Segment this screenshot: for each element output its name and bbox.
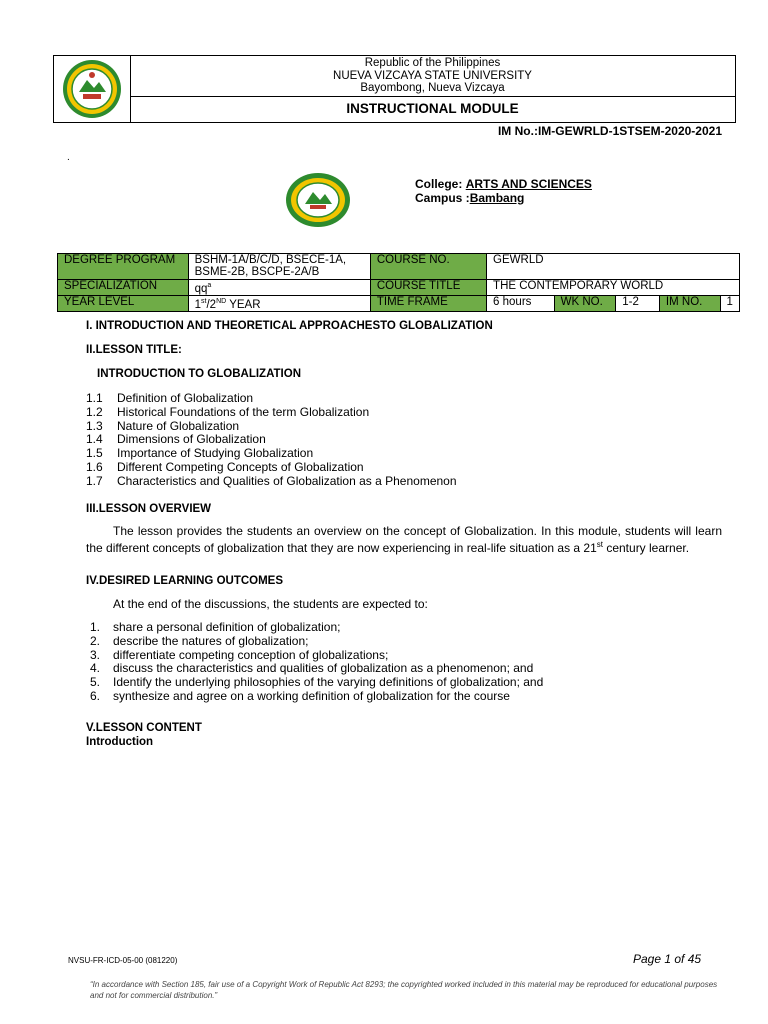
university-seal-cell bbox=[54, 56, 131, 122]
topic-text: Characteristics and Qualities of Globalization as a Phenomenon bbox=[117, 473, 457, 488]
specialization-label: SPECIALIZATION bbox=[58, 280, 189, 296]
college-seal-icon bbox=[285, 172, 351, 228]
outcome-item bbox=[90, 675, 543, 689]
topic-number: 1.2 bbox=[86, 404, 103, 419]
im-no-value: 1 bbox=[720, 295, 739, 311]
lesson-title: INTRODUCTION TO GLOBALIZATION bbox=[97, 368, 302, 380]
year-level-label: YEAR LEVEL bbox=[58, 295, 189, 311]
page-number: Page 1 of 45 bbox=[633, 952, 702, 966]
topic-item bbox=[86, 474, 457, 488]
outcome-text: describe the natures of globalization; bbox=[113, 633, 309, 648]
outcome-text: differentiate competing conception of globalizations; bbox=[113, 647, 389, 662]
time-frame-label: TIME FRAME bbox=[370, 295, 486, 311]
topic-item bbox=[86, 391, 253, 405]
university-name: NUEVA VIZCAYA STATE UNIVERSITY bbox=[333, 69, 532, 82]
republic-line: Republic of the Philippines bbox=[364, 57, 501, 69]
university-address: Bayombong, Nueva Vizcaya bbox=[360, 82, 505, 94]
course-info-table bbox=[57, 253, 740, 312]
outcome-number: 4. bbox=[90, 661, 101, 676]
topic-number: 1.6 bbox=[86, 460, 103, 474]
year-sup-b: ND bbox=[216, 297, 227, 305]
wk-no-label: WK NO. bbox=[554, 295, 616, 311]
campus-line bbox=[415, 192, 592, 206]
college-campus-block bbox=[415, 178, 592, 205]
degree-program-value: BSHM-1A/B/C/D, BSECE-1A, BSME-2B, BSCPE-2A/B bbox=[188, 254, 370, 280]
section-lesson-title-heading: II.LESSON TITLE: bbox=[86, 344, 182, 356]
year-num-b: /2 bbox=[206, 298, 217, 311]
outcomes-intro: At the end of the discussions, the students are expected to: bbox=[113, 597, 428, 611]
topic-text: Importance of Studying Globalization bbox=[117, 446, 314, 461]
specialization-sup: a bbox=[207, 282, 212, 289]
topic-item bbox=[86, 405, 369, 419]
topic-number: 1.3 bbox=[86, 418, 103, 433]
specialization-value: qq bbox=[194, 282, 208, 295]
topic-number: 1.5 bbox=[86, 446, 103, 461]
overview-text: The lesson provides the students an overview on the concept of Globalization. In this module, students will learn the different concepts of globalization that they are now experiencing in real-life situation as a 21 bbox=[86, 524, 722, 555]
outcome-item bbox=[90, 661, 533, 675]
outcome-number: 3. bbox=[90, 647, 101, 662]
college-label: College: bbox=[415, 177, 463, 191]
outcome-item bbox=[90, 620, 340, 634]
outcome-text: share a personal definition of globalization; bbox=[113, 620, 341, 634]
year-suffix: YEAR bbox=[226, 298, 261, 311]
im-number: IM No.:IM-GEWRLD-1STSEM-2020-2021 bbox=[497, 124, 722, 138]
outcome-item bbox=[90, 648, 388, 662]
section-overview-heading: III.LESSON OVERVIEW bbox=[86, 503, 212, 515]
topic-text: Nature of Globalization bbox=[117, 418, 240, 433]
section-introduction-heading: I. INTRODUCTION AND THEORETICAL APPROACHESTO GLOBALIZATION bbox=[86, 320, 493, 332]
outcome-number: 5. bbox=[90, 675, 101, 690]
college-line bbox=[415, 178, 592, 192]
outcome-number: 1. bbox=[90, 620, 101, 634]
outcome-text: Identify the underlying philosophies of the varying definitions of globalization; and bbox=[113, 675, 544, 690]
overview-sup: st bbox=[596, 540, 603, 549]
overview-paragraph bbox=[86, 524, 722, 555]
campus-label: Campus : bbox=[415, 190, 470, 205]
im-no-label: IM NO. bbox=[659, 295, 720, 311]
topic-number: 1.1 bbox=[86, 391, 103, 405]
stray-dot: . bbox=[67, 152, 70, 163]
outcome-number: 6. bbox=[90, 689, 101, 703]
module-title: INSTRUCTIONAL MODULE bbox=[346, 101, 519, 116]
topic-item bbox=[86, 432, 266, 446]
course-no-label: COURSE NO. bbox=[370, 254, 486, 280]
outcome-text: discuss the characteristics and qualities of globalization as a phenomenon; and bbox=[113, 661, 534, 676]
copyright-notice: “In accordance with Section 185, fair use of a Copyright Work of Republic Act 8293; the copyrighted worked included in this material may be reproduced for educational purposes and not for commercial distribution.” bbox=[90, 980, 718, 1000]
topic-item bbox=[86, 446, 313, 460]
university-seal-icon bbox=[61, 58, 123, 120]
introduction-subheading: Introduction bbox=[86, 736, 154, 748]
course-no-value: GEWRLD bbox=[487, 254, 740, 280]
module-header bbox=[53, 55, 736, 123]
topic-text: Dimensions of Globalization bbox=[117, 432, 266, 447]
topic-item bbox=[86, 460, 364, 474]
outcome-item bbox=[90, 634, 308, 648]
year-sup-a: st bbox=[201, 297, 207, 305]
outcome-number: 2. bbox=[90, 633, 101, 648]
topic-item bbox=[86, 419, 239, 433]
topic-text: Historical Foundations of the term Globalization bbox=[117, 404, 370, 419]
overview-text-end: century learner. bbox=[603, 541, 690, 555]
campus-value: Bambang bbox=[469, 190, 525, 205]
degree-program-label: DEGREE PROGRAM bbox=[58, 254, 189, 280]
topic-number: 1.7 bbox=[86, 473, 103, 488]
section-outcomes-heading: IV.DESIRED LEARNING OUTCOMES bbox=[86, 575, 284, 587]
form-code: NVSU-FR-ICD-05-00 (081220) bbox=[68, 956, 178, 965]
specialization-cell bbox=[188, 280, 370, 296]
topic-text: Definition of Globalization bbox=[117, 391, 254, 405]
outcome-item bbox=[90, 689, 510, 703]
year-num-a: 1 bbox=[194, 298, 202, 311]
wk-no-value: 1-2 bbox=[616, 295, 660, 311]
topic-text: Different Competing Concepts of Globalization bbox=[117, 460, 364, 474]
course-title-value: THE CONTEMPORARY WORLD bbox=[487, 280, 740, 296]
college-value: ARTS AND SCIENCES bbox=[465, 177, 592, 191]
time-frame-value: 6 hours bbox=[487, 295, 555, 311]
university-title-block bbox=[130, 56, 735, 97]
course-title-label: COURSE TITLE bbox=[370, 280, 486, 296]
outcome-text: synthesize and agree on a working definition of globalization for the course bbox=[113, 689, 510, 703]
section-lesson-content-heading: V.LESSON CONTENT bbox=[86, 722, 202, 734]
topic-number: 1.4 bbox=[86, 432, 103, 447]
year-level-cell bbox=[188, 295, 370, 311]
